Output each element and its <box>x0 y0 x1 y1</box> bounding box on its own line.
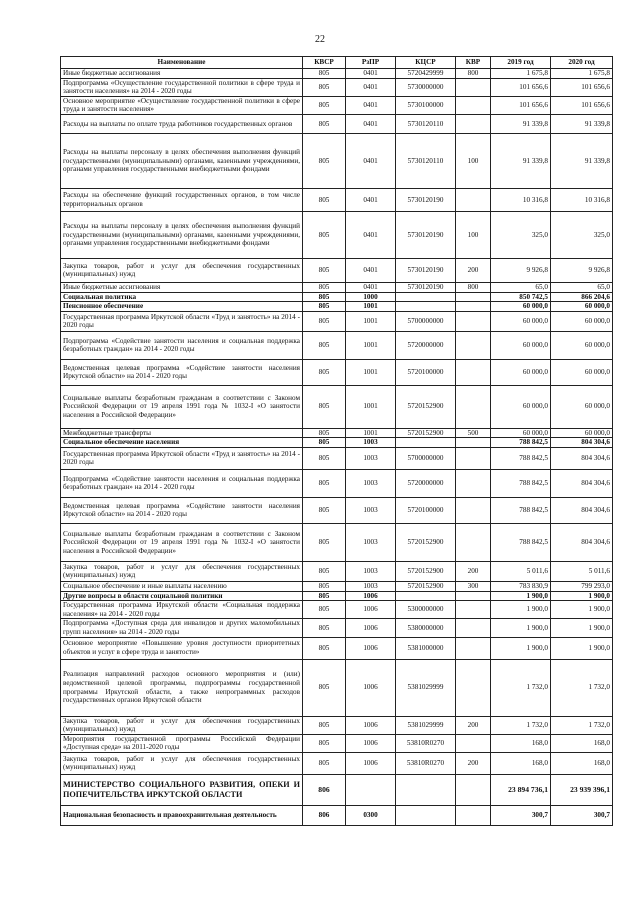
table-row <box>61 78 613 96</box>
table-row <box>61 637 613 659</box>
cell-rzpr: 0401 <box>346 282 396 292</box>
cell-y2020: 101 656,6 <box>551 96 613 114</box>
cell-y2019: 300,7 <box>491 805 551 825</box>
cell-y2020: 168,0 <box>551 734 613 752</box>
cell-y2020: 91 339,8 <box>551 133 613 188</box>
cell-y2020: 60 000,0 <box>551 359 613 385</box>
cell-rzpr: 1006 <box>346 591 396 601</box>
header-2019: 2019 год <box>491 57 551 69</box>
cell-y2019: 788 842,5 <box>491 438 551 448</box>
table-row <box>61 114 613 133</box>
cell-y2020: 60 000,0 <box>551 385 613 428</box>
cell-name: Подпрограмма «Содействие занятости населения и социальная поддержка безработных граждан» на 2014 - 2020 годы <box>61 469 303 497</box>
table-row <box>61 428 613 438</box>
cell-rzpr: 1000 <box>346 292 396 302</box>
table-row <box>61 211 613 258</box>
cell-kvr <box>456 637 491 659</box>
header-kvr: КВР <box>456 57 491 69</box>
cell-kvr <box>456 311 491 331</box>
table-row <box>61 258 613 282</box>
cell-rzpr: 1001 <box>346 359 396 385</box>
cell-kvsr: 805 <box>303 282 346 292</box>
cell-y2020: 60 000,0 <box>551 428 613 438</box>
cell-rzpr: 0401 <box>346 96 396 114</box>
cell-kvsr: 805 <box>303 78 346 96</box>
cell-kvsr: 805 <box>303 659 346 716</box>
table-row <box>61 619 613 637</box>
cell-kvsr: 805 <box>303 469 346 497</box>
cell-kvsr: 805 <box>303 752 346 774</box>
cell-kvsr: 805 <box>303 96 346 114</box>
cell-kvsr: 805 <box>303 591 346 601</box>
cell-kcsr: 5720152900 <box>396 561 456 581</box>
cell-kcsr: 5730120190 <box>396 188 456 211</box>
cell-kcsr: 5720100000 <box>396 497 456 523</box>
cell-kcsr: 5380000000 <box>396 619 456 637</box>
cell-y2020: 300,7 <box>551 805 613 825</box>
cell-kcsr: 5381000000 <box>396 637 456 659</box>
cell-rzpr: 0401 <box>346 133 396 188</box>
cell-kvsr: 805 <box>303 258 346 282</box>
cell-kcsr: 5720152900 <box>396 523 456 561</box>
cell-y2020: 1 900,0 <box>551 619 613 637</box>
cell-name: Расходы на обеспечение функций государственных органов, в том числе территориальных органов <box>61 188 303 211</box>
cell-kvsr: 805 <box>303 302 346 312</box>
cell-kvsr: 806 <box>303 805 346 825</box>
cell-kvr <box>456 359 491 385</box>
cell-rzpr: 0401 <box>346 188 396 211</box>
table-body <box>61 69 613 826</box>
cell-kcsr: 5730120190 <box>396 211 456 258</box>
cell-kcsr: 5730120110 <box>396 114 456 133</box>
table-row <box>61 282 613 292</box>
cell-name: Социальные выплаты безработным гражданам в соответствии с Законом Российской Федерации от 19 апреля 1991 года № 1032-I «О занятости населения в Российской Федерации» <box>61 523 303 561</box>
cell-rzpr: 1006 <box>346 716 396 734</box>
cell-kcsr: 5730120190 <box>396 258 456 282</box>
cell-kcsr: 5730000000 <box>396 78 456 96</box>
cell-y2020: 1 732,0 <box>551 659 613 716</box>
cell-y2019: 65,0 <box>491 282 551 292</box>
cell-kvsr: 805 <box>303 601 346 619</box>
cell-y2020: 60 000,0 <box>551 302 613 312</box>
cell-y2020: 1 900,0 <box>551 637 613 659</box>
cell-y2020: 866 204,6 <box>551 292 613 302</box>
cell-kcsr: 53810R0270 <box>396 752 456 774</box>
cell-kvsr: 805 <box>303 211 346 258</box>
cell-rzpr: 0300 <box>346 805 396 825</box>
cell-y2020: 10 316,8 <box>551 188 613 211</box>
cell-name: Пенсионное обеспечение <box>61 302 303 312</box>
header-rzpr: РзПР <box>346 57 396 69</box>
cell-y2020: 804 304,6 <box>551 523 613 561</box>
cell-y2019: 60 000,0 <box>491 331 551 359</box>
cell-name: Основное мероприятие «Повышение уровня доступности приоритетных объектов и услуг в сфере труда и занятости» <box>61 637 303 659</box>
cell-y2020: 804 304,6 <box>551 447 613 469</box>
cell-y2020: 91 339,8 <box>551 114 613 133</box>
cell-kvr <box>456 188 491 211</box>
cell-rzpr: 1003 <box>346 438 396 448</box>
table-row <box>61 331 613 359</box>
cell-rzpr: 1003 <box>346 561 396 581</box>
table-row <box>61 292 613 302</box>
cell-name: Подпрограмма «Доступная среда для инвалидов и других маломобильных групп населения» на 2014 - 2020 годы <box>61 619 303 637</box>
cell-y2019: 1 900,0 <box>491 601 551 619</box>
header-name: Наименование <box>61 57 303 69</box>
cell-name: Реализация направлений расходов основного мероприятия и (или) ведомственной целевой программы, подпрограммы государственной программы Иркутской области, а также непрограммных расходов государственных органов Иркутской области <box>61 659 303 716</box>
cell-kvr <box>456 78 491 96</box>
cell-kcsr: 5300000000 <box>396 601 456 619</box>
cell-kcsr: 5381029999 <box>396 659 456 716</box>
cell-rzpr: 1006 <box>346 752 396 774</box>
cell-rzpr: 1006 <box>346 637 396 659</box>
cell-kvr <box>456 619 491 637</box>
cell-kcsr: 53810R0270 <box>396 734 456 752</box>
cell-y2020: 325,0 <box>551 211 613 258</box>
cell-rzpr: 1006 <box>346 619 396 637</box>
cell-y2020: 1 900,0 <box>551 591 613 601</box>
cell-kcsr: 5720100000 <box>396 359 456 385</box>
cell-kvr <box>456 734 491 752</box>
budget-table <box>60 56 613 826</box>
cell-kcsr: 5720000000 <box>396 469 456 497</box>
cell-kcsr <box>396 774 456 805</box>
cell-name: Социальное обеспечение и иные выплаты населению <box>61 581 303 591</box>
cell-kvsr: 805 <box>303 114 346 133</box>
cell-rzpr: 1003 <box>346 523 396 561</box>
cell-rzpr: 1001 <box>346 385 396 428</box>
cell-name: Государственная программа Иркутской области «Труд и занятость» на 2014 - 2020 годы <box>61 447 303 469</box>
cell-y2020: 1 732,0 <box>551 716 613 734</box>
cell-kvsr: 805 <box>303 497 346 523</box>
table-row <box>61 805 613 825</box>
cell-name: Социальная политика <box>61 292 303 302</box>
cell-rzpr: 1003 <box>346 497 396 523</box>
cell-y2020: 804 304,6 <box>551 497 613 523</box>
cell-name: Социальные выплаты безработным гражданам в соответствии с Законом Российской Федерации от 19 апреля 1991 года № 1032-I «О занятости населения в Российской Федерации» <box>61 385 303 428</box>
cell-rzpr <box>346 774 396 805</box>
table-row <box>61 188 613 211</box>
cell-y2020: 804 304,6 <box>551 438 613 448</box>
cell-rzpr: 0401 <box>346 211 396 258</box>
header-kvsr: КВСР <box>303 57 346 69</box>
table-row <box>61 774 613 805</box>
cell-kcsr: 5720000000 <box>396 331 456 359</box>
cell-y2020: 65,0 <box>551 282 613 292</box>
cell-kvsr: 805 <box>303 581 346 591</box>
table-row <box>61 438 613 448</box>
table-row <box>61 311 613 331</box>
cell-kcsr: 5700000000 <box>396 447 456 469</box>
cell-name: Иные бюджетные ассигнования <box>61 282 303 292</box>
cell-kvsr: 805 <box>303 619 346 637</box>
table-row <box>61 497 613 523</box>
cell-kvr <box>456 96 491 114</box>
cell-kvr <box>456 774 491 805</box>
cell-rzpr: 1001 <box>346 302 396 312</box>
table-row <box>61 561 613 581</box>
cell-kvr: 500 <box>456 428 491 438</box>
cell-y2020: 1 900,0 <box>551 601 613 619</box>
cell-rzpr: 0401 <box>346 114 396 133</box>
cell-kvr: 100 <box>456 133 491 188</box>
cell-rzpr: 1003 <box>346 447 396 469</box>
cell-y2019: 850 742,5 <box>491 292 551 302</box>
cell-kvr <box>456 292 491 302</box>
table-row <box>61 302 613 312</box>
cell-kvr <box>456 331 491 359</box>
cell-kvr: 200 <box>456 561 491 581</box>
cell-kvr: 200 <box>456 258 491 282</box>
cell-rzpr: 1003 <box>346 469 396 497</box>
cell-y2019: 60 000,0 <box>491 428 551 438</box>
cell-name: Социальное обеспечение населения <box>61 438 303 448</box>
cell-rzpr: 0401 <box>346 78 396 96</box>
cell-y2019: 788 842,5 <box>491 497 551 523</box>
cell-y2019: 1 732,0 <box>491 659 551 716</box>
table-row <box>61 581 613 591</box>
cell-kvsr: 805 <box>303 292 346 302</box>
cell-name: Государственная программа Иркутской области «Труд и занятость» на 2014 - 2020 годы <box>61 311 303 331</box>
cell-kcsr <box>396 438 456 448</box>
cell-kvr <box>456 497 491 523</box>
cell-kvsr: 805 <box>303 561 346 581</box>
cell-name: Расходы на выплаты по оплате труда работников государственных органов <box>61 114 303 133</box>
cell-y2019: 783 830,9 <box>491 581 551 591</box>
cell-name: Другие вопросы в области социальной политики <box>61 591 303 601</box>
table-row <box>61 133 613 188</box>
cell-name: Межбюджетные трансферты <box>61 428 303 438</box>
cell-y2019: 10 316,8 <box>491 188 551 211</box>
cell-name: Подпрограмма «Содействие занятости населения и социальная поддержка безработных граждан» на 2014 - 2020 годы <box>61 331 303 359</box>
cell-rzpr: 1001 <box>346 311 396 331</box>
cell-kvr <box>456 114 491 133</box>
cell-kcsr <box>396 805 456 825</box>
cell-name: Закупка товаров, работ и услуг для обеспечения государственных (муниципальных) нужд <box>61 716 303 734</box>
cell-kcsr: 5730120110 <box>396 133 456 188</box>
cell-y2019: 101 656,6 <box>491 78 551 96</box>
cell-rzpr: 1006 <box>346 659 396 716</box>
cell-name: Мероприятия государственной программы Российской Федерации «Доступная среда» на 2011-2020 годы <box>61 734 303 752</box>
cell-kcsr <box>396 292 456 302</box>
cell-y2020: 168,0 <box>551 752 613 774</box>
header-kcsr: КЦСР <box>396 57 456 69</box>
cell-kvr: 100 <box>456 211 491 258</box>
cell-kcsr: 5700000000 <box>396 311 456 331</box>
cell-rzpr: 1006 <box>346 601 396 619</box>
header-2020: 2020 год <box>551 57 613 69</box>
table-row <box>61 716 613 734</box>
cell-y2019: 788 842,5 <box>491 523 551 561</box>
cell-name: Иные бюджетные ассигнования <box>61 69 303 79</box>
table-row <box>61 96 613 114</box>
cell-name: Закупка товаров, работ и услуг для обеспечения государственных (муниципальных) нужд <box>61 561 303 581</box>
table-row <box>61 385 613 428</box>
cell-name: Ведомственная целевая программа «Содействие занятости населения Иркутской области» на 2014 - 2020 годы <box>61 497 303 523</box>
cell-kvsr: 805 <box>303 385 346 428</box>
cell-kvsr: 805 <box>303 311 346 331</box>
cell-kcsr: 5730100000 <box>396 96 456 114</box>
cell-y2019: 168,0 <box>491 734 551 752</box>
cell-kvsr: 805 <box>303 188 346 211</box>
cell-kvr <box>456 469 491 497</box>
cell-kvsr: 805 <box>303 716 346 734</box>
table-row <box>61 659 613 716</box>
cell-kcsr <box>396 591 456 601</box>
cell-kcsr: 5720152900 <box>396 428 456 438</box>
cell-y2020: 799 293,0 <box>551 581 613 591</box>
cell-y2020: 1 675,8 <box>551 69 613 79</box>
cell-y2019: 1 900,0 <box>491 591 551 601</box>
cell-name: Закупка товаров, работ и услуг для обеспечения государственных (муниципальных) нужд <box>61 752 303 774</box>
cell-rzpr: 1001 <box>346 428 396 438</box>
cell-y2019: 325,0 <box>491 211 551 258</box>
cell-kvr <box>456 385 491 428</box>
cell-kvr <box>456 438 491 448</box>
cell-y2019: 23 894 736,1 <box>491 774 551 805</box>
cell-rzpr: 1001 <box>346 331 396 359</box>
cell-y2019: 1 732,0 <box>491 716 551 734</box>
cell-name: Подпрограмма «Осуществление государственной политики в сфере труда и занятости населения» на 2014 - 2020 годы <box>61 78 303 96</box>
cell-kvr <box>456 659 491 716</box>
cell-y2019: 1 675,8 <box>491 69 551 79</box>
cell-name: Расходы на выплаты персоналу в целях обеспечения выполнения функций государственными (муниципальными) органами, казенными учреждениями, органами управления государственными внебюджетными фондами <box>61 211 303 258</box>
cell-kvsr: 805 <box>303 447 346 469</box>
cell-name: МИНИСТЕРСТВО СОЦИАЛЬНОГО РАЗВИТИЯ, ОПЕКИ И ПОПЕЧИТЕЛЬСТВА ИРКУТСКОЙ ОБЛАСТИ <box>61 774 303 805</box>
table-row <box>61 447 613 469</box>
cell-y2019: 788 842,5 <box>491 469 551 497</box>
cell-y2020: 23 939 396,1 <box>551 774 613 805</box>
cell-name: Ведомственная целевая программа «Содействие занятости населения Иркутской области» на 2014 - 2020 годы <box>61 359 303 385</box>
cell-kvsr: 806 <box>303 774 346 805</box>
cell-name: Основное мероприятие «Осуществление государственной политики в сфере труда и занятости населения» <box>61 96 303 114</box>
cell-y2020: 60 000,0 <box>551 331 613 359</box>
cell-y2019: 60 000,0 <box>491 311 551 331</box>
cell-kvr <box>456 523 491 561</box>
cell-y2019: 91 339,8 <box>491 133 551 188</box>
cell-kvr: 800 <box>456 282 491 292</box>
cell-kvr <box>456 805 491 825</box>
cell-kvr <box>456 601 491 619</box>
cell-y2019: 60 000,0 <box>491 302 551 312</box>
table-row <box>61 734 613 752</box>
table-row <box>61 752 613 774</box>
cell-y2019: 60 000,0 <box>491 385 551 428</box>
cell-kvr: 300 <box>456 581 491 591</box>
cell-kcsr: 5730120190 <box>396 282 456 292</box>
cell-y2020: 5 011,6 <box>551 561 613 581</box>
cell-y2019: 168,0 <box>491 752 551 774</box>
cell-kvsr: 805 <box>303 69 346 79</box>
table-header-row <box>61 57 613 69</box>
cell-kvsr: 805 <box>303 428 346 438</box>
cell-y2019: 60 000,0 <box>491 359 551 385</box>
cell-rzpr: 1006 <box>346 734 396 752</box>
table-row <box>61 523 613 561</box>
cell-y2019: 5 011,6 <box>491 561 551 581</box>
cell-kcsr: 5720152900 <box>396 581 456 591</box>
table-row <box>61 601 613 619</box>
table-row <box>61 591 613 601</box>
cell-kvsr: 805 <box>303 359 346 385</box>
table-row <box>61 69 613 79</box>
table-row <box>61 359 613 385</box>
cell-kvr <box>456 591 491 601</box>
cell-kvsr: 805 <box>303 133 346 188</box>
table-row <box>61 469 613 497</box>
cell-y2020: 60 000,0 <box>551 311 613 331</box>
cell-y2020: 804 304,6 <box>551 469 613 497</box>
cell-kvr: 200 <box>456 716 491 734</box>
cell-rzpr: 0401 <box>346 258 396 282</box>
cell-y2019: 788 842,5 <box>491 447 551 469</box>
cell-y2019: 91 339,8 <box>491 114 551 133</box>
cell-kvsr: 805 <box>303 523 346 561</box>
cell-name: Национальная безопасность и правоохранительная деятельность <box>61 805 303 825</box>
cell-rzpr: 0401 <box>346 69 396 79</box>
cell-y2019: 1 900,0 <box>491 619 551 637</box>
cell-kcsr: 5381029999 <box>396 716 456 734</box>
cell-kvr: 200 <box>456 752 491 774</box>
page-number: 22 <box>315 34 325 45</box>
cell-rzpr: 1003 <box>346 581 396 591</box>
cell-name: Расходы на выплаты персоналу в целях обеспечения выполнения функций государственными (муниципальными) органами, казенными учреждениями, органами управления государственными внебюджетными фондами <box>61 133 303 188</box>
cell-kvsr: 805 <box>303 734 346 752</box>
cell-kvr <box>456 447 491 469</box>
cell-kvsr: 805 <box>303 637 346 659</box>
cell-y2020: 101 656,6 <box>551 78 613 96</box>
cell-y2019: 101 656,6 <box>491 96 551 114</box>
cell-name: Государственная программа Иркутской области «Социальная поддержка населения» на 2014 - 2020 годы <box>61 601 303 619</box>
cell-y2019: 1 900,0 <box>491 637 551 659</box>
cell-y2019: 9 926,8 <box>491 258 551 282</box>
cell-kcsr: 5720429999 <box>396 69 456 79</box>
cell-kcsr: 5720152900 <box>396 385 456 428</box>
cell-kvr <box>456 302 491 312</box>
cell-kvr: 800 <box>456 69 491 79</box>
cell-kvsr: 805 <box>303 438 346 448</box>
cell-y2020: 9 926,8 <box>551 258 613 282</box>
cell-kcsr <box>396 302 456 312</box>
cell-kvsr: 805 <box>303 331 346 359</box>
cell-name: Закупка товаров, работ и услуг для обеспечения государственных (муниципальных) нужд <box>61 258 303 282</box>
